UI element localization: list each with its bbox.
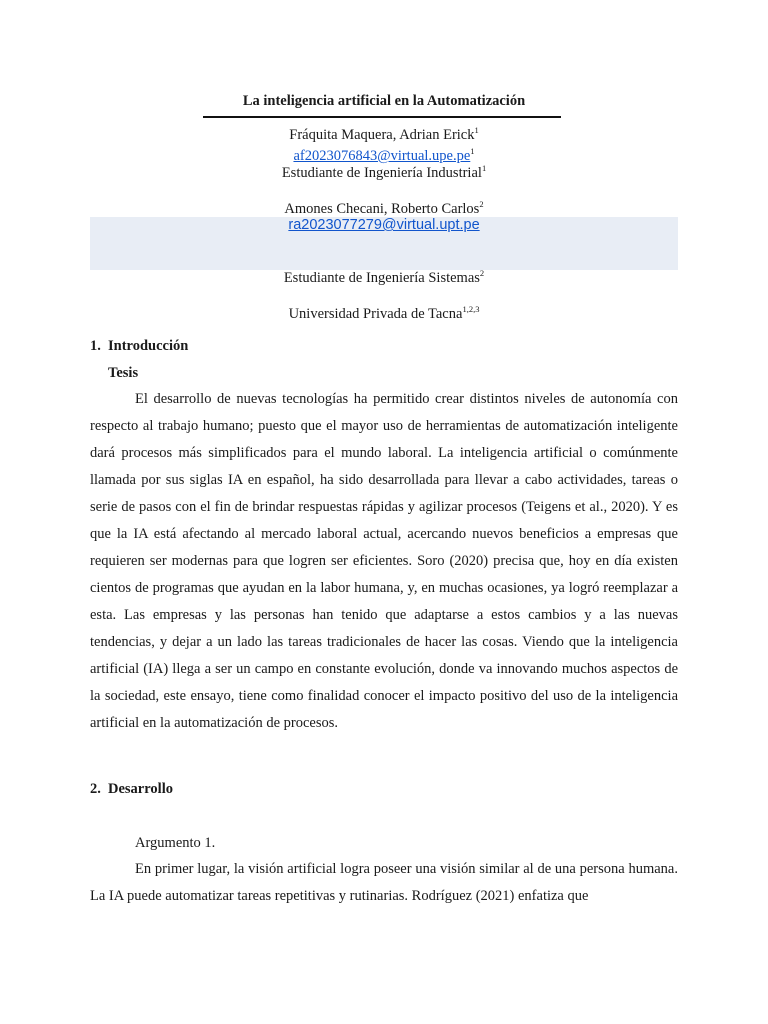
university-line <box>0 304 768 323</box>
author-1-role-affiliation: 1 <box>481 163 487 173</box>
argument-1-label: Argumento 1. <box>135 835 216 851</box>
author-2-role-line <box>0 268 768 287</box>
section-2-paragraph: En primer lugar, la visión artificial logra poseer una visión similar al de una persona humana. La IA puede automatizar tareas repetitivas y rutinarias. Rodríguez (2021) enfatiza que <box>90 861 678 904</box>
section-2-heading <box>90 781 173 798</box>
section-2-title: Desarrollo <box>108 781 173 797</box>
author-1-email-link[interactable]: af2023076843@virtual.upe.pe <box>293 148 471 164</box>
section-2-number: 2. <box>90 781 101 797</box>
author-1-name: Fráquita Maquera, Adrian Erick <box>289 127 475 143</box>
author-2-role-affiliation: 2 <box>479 268 485 278</box>
author-1-line <box>0 125 768 144</box>
section-1-subheading: Tesis <box>108 365 139 381</box>
author-2-email-link[interactable]: ra2023077279@virtual.upt.pe <box>288 217 480 233</box>
document-title: La inteligencia artificial en la Automatización <box>242 93 526 109</box>
author-2-line <box>0 199 768 218</box>
author-1-affiliation: 1 <box>474 125 479 135</box>
author-2-affiliation: 2 <box>479 199 484 209</box>
section-1-paragraph: El desarrollo de nuevas tecnologías ha permitido crear distintos niveles de autonomía con respecto al trabajo humano; puesto que el mayor uso de herramientas de automatización inteligente dará procesos más simplificados para el mundo laboral. La inteligencia artificial o comúnmente llamada por sus siglas IA en español, ha sido desarrollada para llevar a cabo actividades, tareas o serie de pasos con el fin de brindar respuestas rápidas y agilizar procesos (Teigens et al., 2020). Y es que la IA está afectando al mercado laboral actual, acercando nuevos beneficios a empresas que requieren ser modernas para que logren ser eficientes. Soro (2020) precisa que, hoy en día existen cientos de programas que ayudan en la labor humana, y, en muchas ocasiones, ya logró reemplazar a esta. Las empresas y las personas han tenido que adaptarse a estos cambios y a las nuevas tendencias, y dejar a un lado las tareas tradicionales de hacer las cosas. Viendo que la inteligencia artificial (IA) llega a ser un campo en constante evolución, donde va innovando muchos aspectos de la sociedad, este ensayo, tiene como finalidad conocer el impacto positivo del uso de la inteligencia artificial en la automatización de procesos. <box>90 391 678 731</box>
author-1-role-line <box>0 163 768 182</box>
author-1-role: Estudiante de Ingeniería Industrial <box>281 165 482 181</box>
university-name: Universidad Privada de Tacna <box>288 306 463 322</box>
title-underline <box>203 116 561 118</box>
section-1-number: 1. <box>90 338 101 354</box>
author-1-email-affiliation: 1 <box>470 146 475 156</box>
author-2-role: Estudiante de Ingeniería Sistemas <box>283 270 480 286</box>
section-1-title: Introducción <box>108 338 189 354</box>
section-1-heading <box>90 338 188 355</box>
author-2-name: Amones Checani, Roberto Carlos <box>284 201 480 217</box>
university-affiliation: 1,2,3 <box>462 304 480 314</box>
